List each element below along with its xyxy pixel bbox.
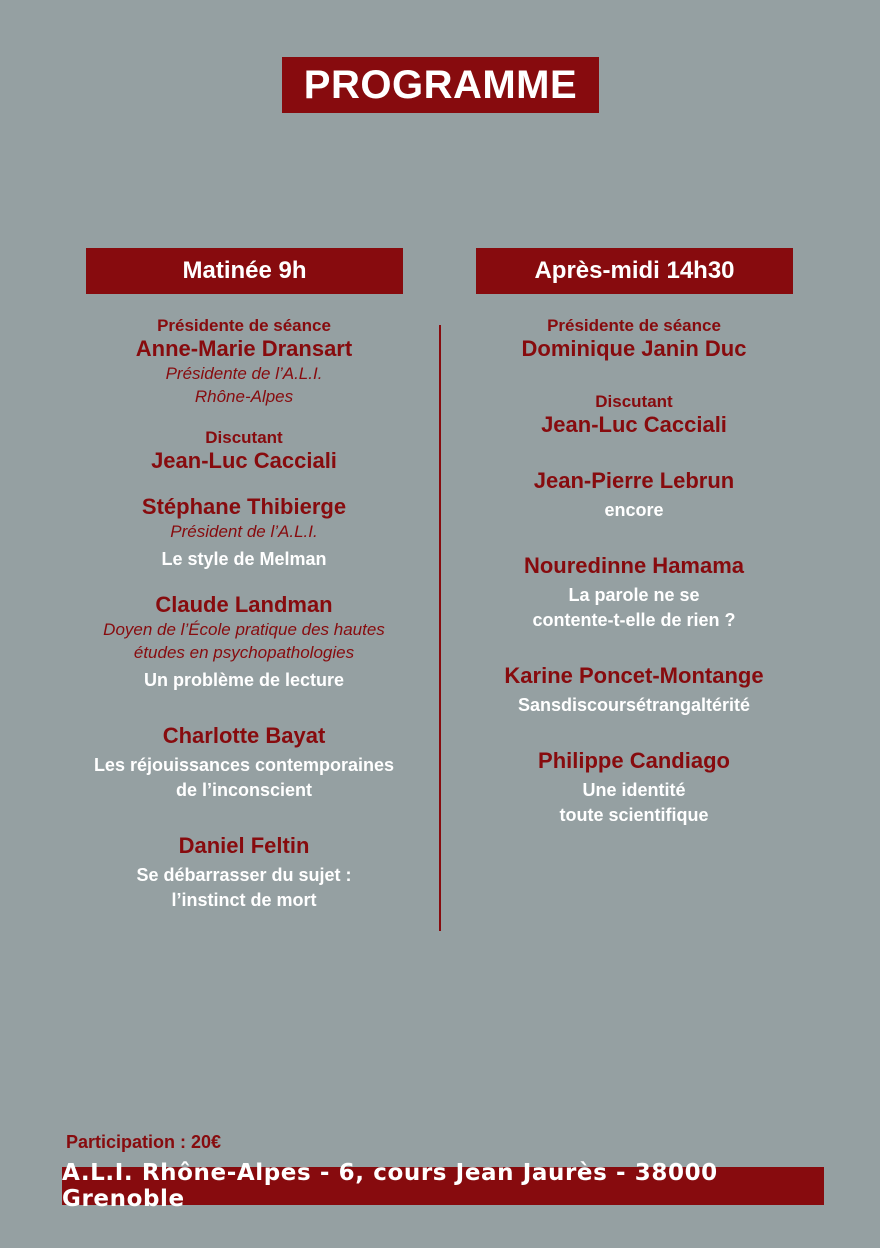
talk-title: Un problème de lecture xyxy=(143,670,345,690)
president-role: Présidente de séance xyxy=(157,316,331,335)
discussant-role: Discutant xyxy=(595,392,673,411)
speaker-name: Karine Poncet-Montange xyxy=(504,663,764,688)
talk-title-line2: toute scientifique xyxy=(559,805,709,825)
speaker-block xyxy=(44,723,444,803)
talk-title: Se débarrasser du sujet : xyxy=(136,865,352,885)
afternoon-column xyxy=(434,316,834,848)
speaker-name: Charlotte Bayat xyxy=(162,723,326,748)
speaker-name: Daniel Feltin xyxy=(178,833,310,858)
speaker-block xyxy=(44,833,444,913)
participation-price: Participation : 20€ xyxy=(66,1132,222,1152)
speaker-affiliation-line2: études en psychopathologies xyxy=(133,643,355,662)
talk-title: Une identité xyxy=(582,780,686,800)
talk-title: Les réjouissances contemporaines xyxy=(93,755,395,775)
discussant-name: Jean-Luc Cacciali xyxy=(541,412,727,437)
talk-title-line2: contente-t-elle de rien ? xyxy=(532,610,736,630)
speaker-affiliation: Doyen de l’École pratique des hautes xyxy=(103,620,385,639)
talk-title: Sansdiscoursétrangaltérité xyxy=(517,695,751,715)
speaker-block xyxy=(434,468,834,523)
morning-discussant xyxy=(44,428,444,474)
speaker-block xyxy=(434,663,834,718)
address-footer: A.L.I. Rhône-Alpes - 6, cours Jean Jaurès - 38000 Grenoble xyxy=(62,1167,824,1205)
speaker-name: Stéphane Thibierge xyxy=(141,494,347,519)
talk-title: La parole ne se xyxy=(568,585,700,605)
president-title: Présidente de l’A.L.I. xyxy=(165,364,323,383)
afternoon-president xyxy=(434,316,834,362)
afternoon-discussant xyxy=(434,392,834,438)
talk-title: Le style de Melman xyxy=(161,549,327,569)
speaker-name: Philippe Candiago xyxy=(538,748,730,773)
morning-column xyxy=(44,316,444,933)
speaker-name: Nouredinne Hamama xyxy=(523,553,745,578)
speaker-block xyxy=(44,592,444,693)
president-role: Présidente de séance xyxy=(547,316,721,335)
president-title-line2: Rhône-Alpes xyxy=(194,387,294,406)
talk-title: encore xyxy=(604,500,664,520)
president-name: Anne-Marie Dransart xyxy=(135,336,353,361)
discussant-role: Discutant xyxy=(205,428,283,447)
president-name: Dominique Janin Duc xyxy=(521,336,747,361)
morning-header: Matinée 9h xyxy=(86,248,403,294)
talk-title-line2: de l’inconscient xyxy=(175,780,313,800)
afternoon-header: Après-midi 14h30 xyxy=(476,248,793,294)
page-title: PROGRAMME xyxy=(282,57,599,113)
speaker-block xyxy=(434,553,834,633)
discussant-name: Jean-Luc Cacciali xyxy=(151,448,337,473)
speaker-name: Jean-Pierre Lebrun xyxy=(533,468,735,493)
speaker-name: Claude Landman xyxy=(155,592,333,617)
speaker-block xyxy=(44,494,444,572)
speaker-affiliation: Président de l’A.L.I. xyxy=(170,522,318,541)
talk-title-line2: l’instinct de mort xyxy=(171,890,317,910)
morning-president xyxy=(44,316,444,408)
speaker-block xyxy=(434,748,834,828)
